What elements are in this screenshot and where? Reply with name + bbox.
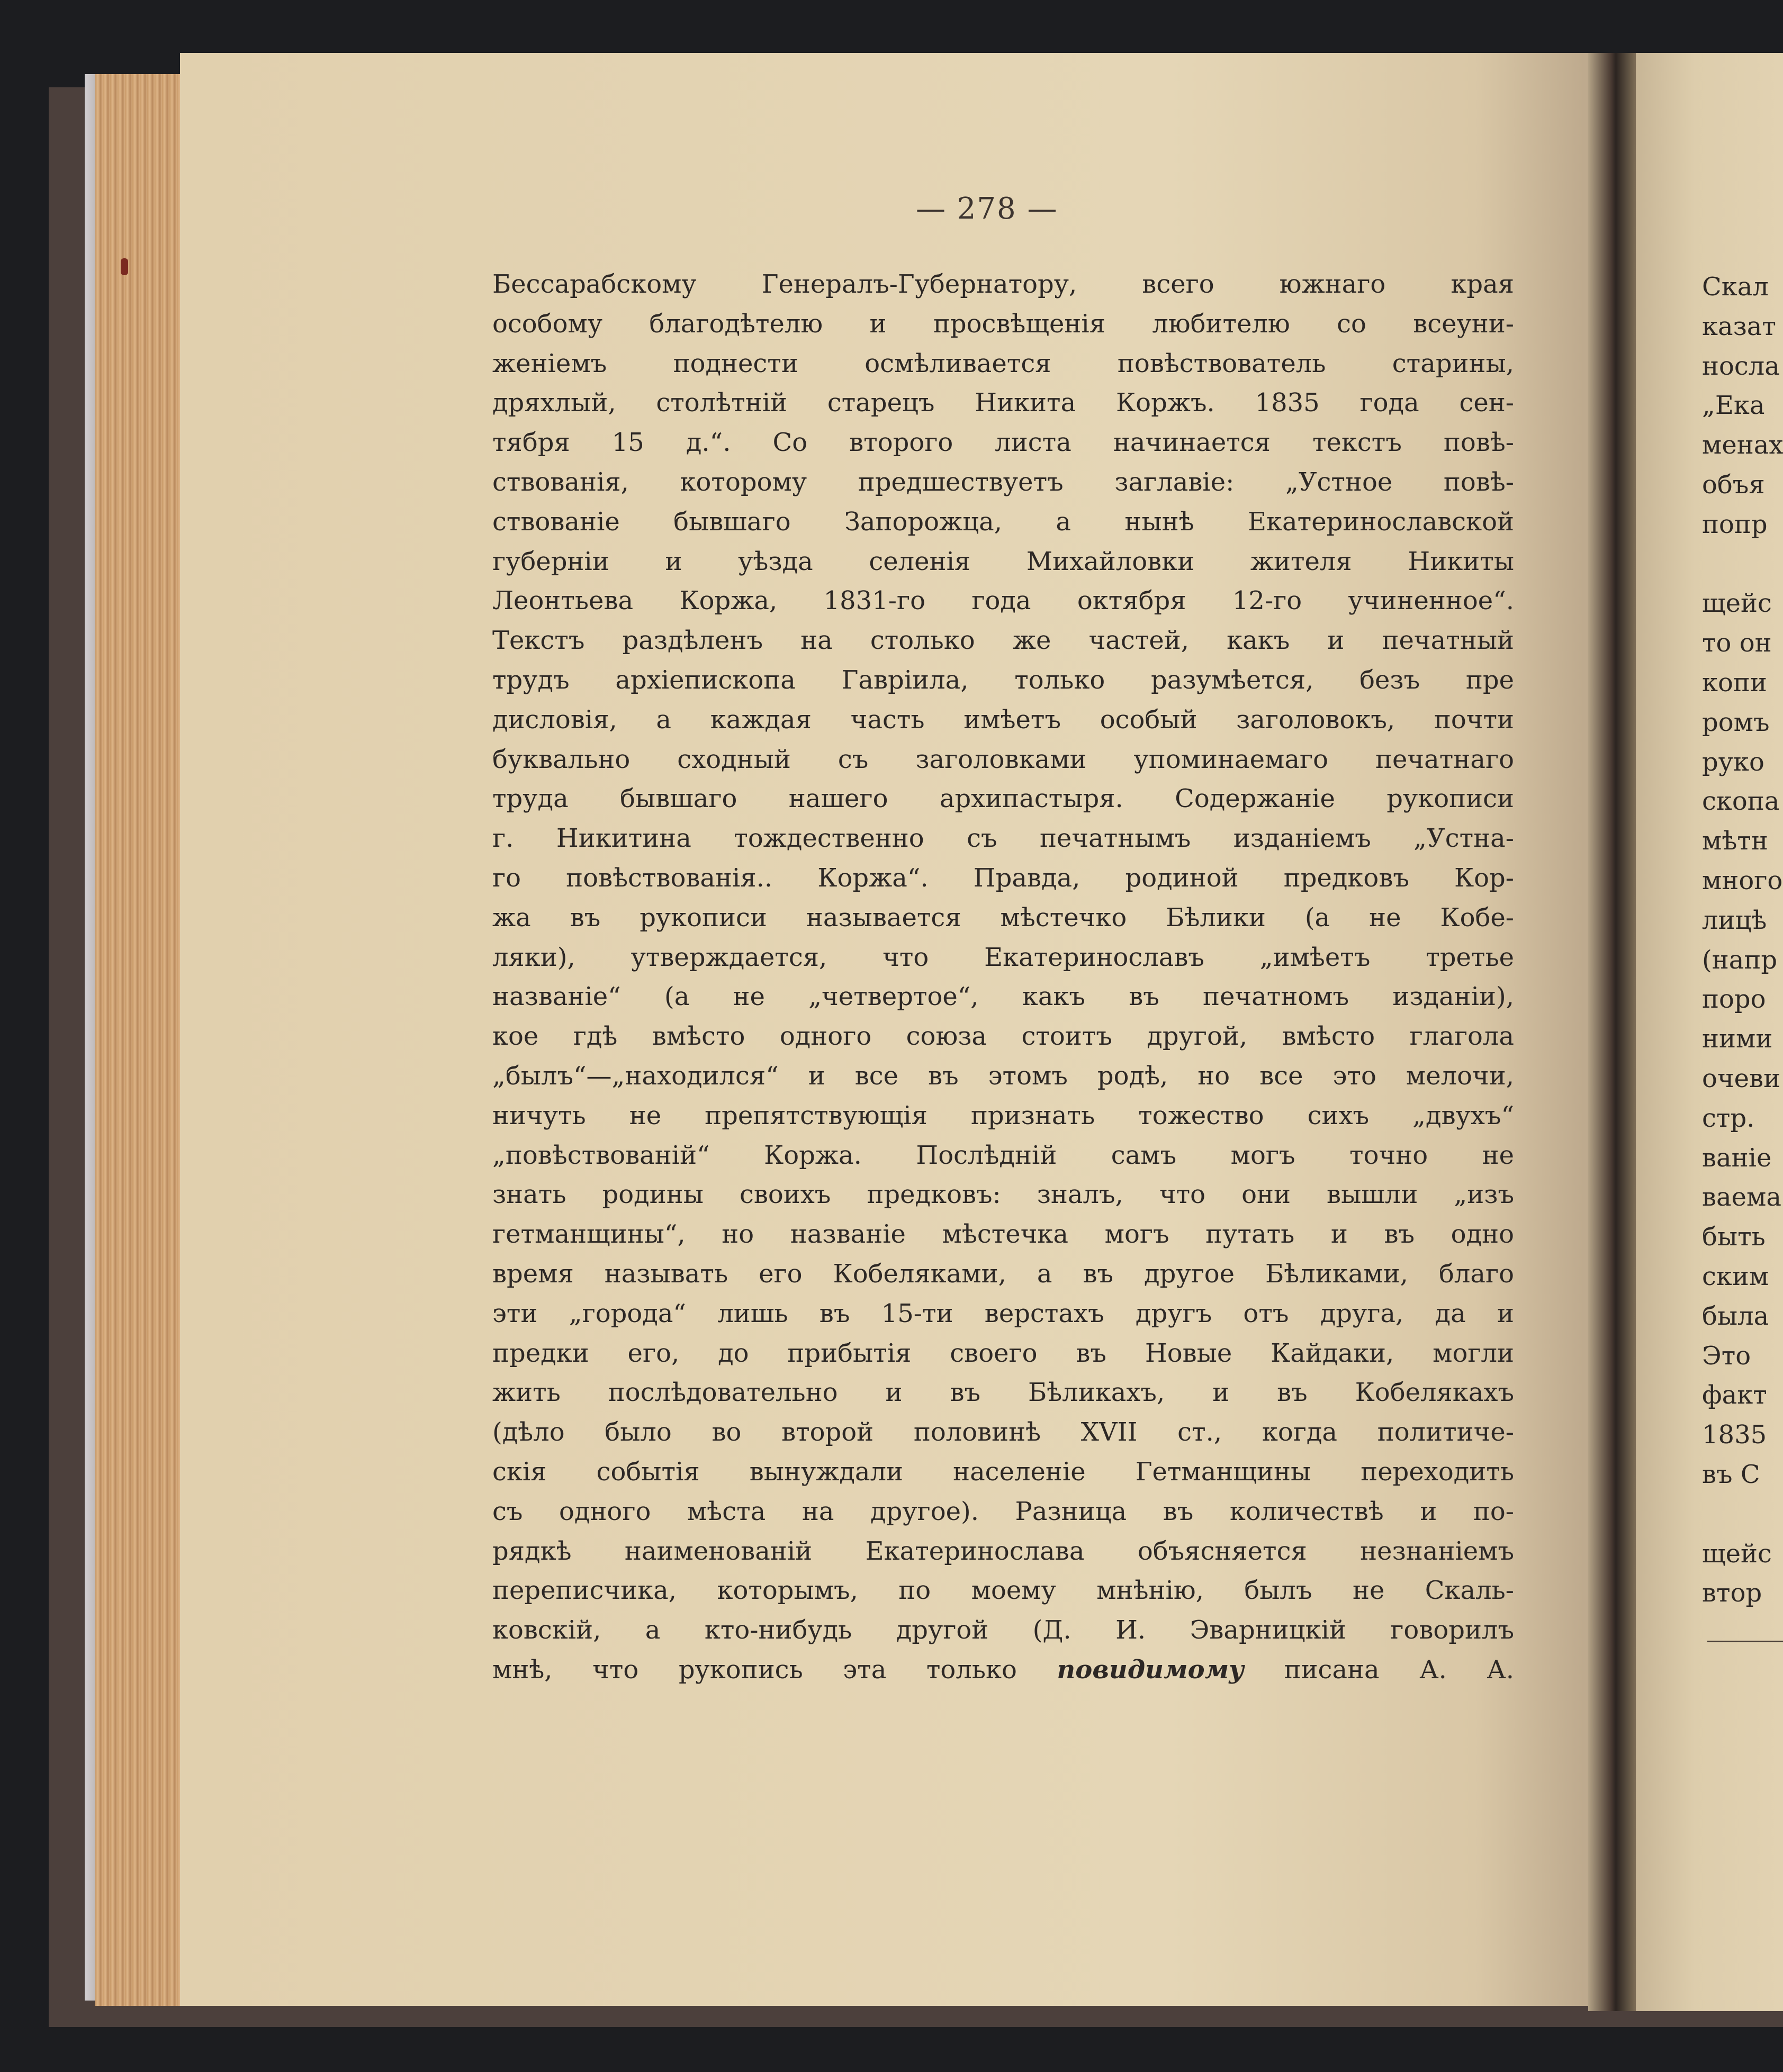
text-line: знать родины своихъ предковъ: зналъ, что они вышли „изъ: [492, 1180, 1514, 1210]
text-line: „былъ“—„находился“ и все въ этомъ родѣ, но все это мелочи,: [492, 1061, 1514, 1091]
left-page-text: [492, 265, 1514, 1690]
text-line: жить послѣдовательно и въ Бѣликахъ, и въ Кобелякахъ: [492, 1378, 1514, 1408]
book-gutter: [1588, 53, 1638, 2011]
right-text-fragment: мѣтн: [1702, 826, 1768, 856]
text-line: трудъ архіепископа Гавріила, только разумѣется, безъ пре: [492, 665, 1514, 695]
right-text-fragment: ними: [1702, 1024, 1773, 1054]
right-text-fragment: Это: [1702, 1341, 1751, 1371]
right-text-fragment: [1702, 1495, 1783, 1534]
emphasized-word: повидимому: [1057, 1654, 1245, 1685]
text-line: женіемъ поднести осмѣливается повѣствователь старины,: [492, 348, 1514, 378]
right-text-fragment: носла: [1702, 351, 1780, 381]
text-line: рядкѣ наименованій Екатеринослава объясняется незнаніемъ: [492, 1536, 1514, 1566]
text-line: губерніи и уѣзда селенія Михайловки жителя Никиты: [492, 546, 1514, 576]
right-text-fragment: ваема: [1702, 1182, 1781, 1213]
right-text-fragment: (напр: [1702, 945, 1778, 975]
right-text-fragment: ваніе: [1702, 1143, 1772, 1173]
right-text-fragment: [1702, 545, 1783, 584]
right-text-fragment: щейс: [1702, 1539, 1772, 1569]
right-text-fragment: казат: [1702, 311, 1776, 341]
text-line: ствованіе бывшаго Запорожца, а нынѣ Екатеринославской: [492, 506, 1514, 537]
right-text-fragment: много: [1702, 865, 1783, 895]
right-text-fragment: была: [1702, 1301, 1769, 1331]
right-text-fragment: щейс: [1702, 589, 1772, 619]
text-line: ствованія, которому предшествуетъ заглавіе: „Устное повѣ-: [492, 467, 1514, 497]
text-line: ничуть не препятствующія признать тожество сихъ „двухъ“: [492, 1100, 1514, 1130]
text-line: тября 15 д.“. Со второго листа начинается текстъ повѣ-: [492, 428, 1514, 458]
text-line-last: [492, 1650, 1514, 1690]
text-segment: мнѣ, что рукопись эта только: [492, 1654, 1057, 1685]
text-line: ковскій, а кто-нибудь другой (Д. И. Эварницкій говорилъ: [492, 1615, 1514, 1645]
text-line: Леонтьева Коржа, 1831-го года октября 12-го учиненное“.: [492, 586, 1514, 616]
text-line: особому благодѣтелю и просвѣщенія любителю со всеуни-: [492, 309, 1514, 339]
text-line: названіе“ (а не „четвертое“, какъ въ печатномъ изданіи),: [492, 982, 1514, 1012]
right-page-text: [1702, 267, 1783, 1613]
right-text-fragment: въ С: [1702, 1459, 1760, 1489]
text-line: (дѣло было во второй половинѣ XVII ст., когда политиче-: [492, 1417, 1514, 1447]
right-text-fragment: факт: [1702, 1380, 1767, 1410]
text-line: дисловія, а каждая часть имѣетъ особый заголовокъ, почти: [492, 704, 1514, 735]
text-line: Бессарабскому Генералъ-Губернатору, всего южнаго края: [492, 269, 1514, 299]
right-text-fragment: поро: [1702, 984, 1766, 1015]
text-line: ляки), утверждается, что Екатеринославъ „имѣетъ третье: [492, 942, 1514, 972]
right-text-fragment: стр.: [1702, 1103, 1755, 1133]
right-text-fragment: менах: [1702, 430, 1783, 460]
right-text-fragment: очеви: [1702, 1063, 1781, 1093]
text-line: го повѣствованія.. Коржа“. Правда, родиной предковъ Кор-: [492, 863, 1514, 893]
text-line: съ одного мѣста на другое). Разница въ количествѣ и по-: [492, 1496, 1514, 1526]
right-text-fragment: попр: [1702, 509, 1768, 539]
right-text-fragment: лицѣ: [1702, 905, 1767, 935]
text-line: г. Никитина тождественно съ печатнымъ изданіемъ „Устна-: [492, 824, 1514, 854]
page-edges: [95, 74, 185, 2006]
text-line: Текстъ раздѣленъ на столько же частей, какъ и печатный: [492, 626, 1514, 656]
right-text-fragment: объя: [1702, 469, 1765, 500]
right-text-fragment: скопа: [1702, 786, 1780, 817]
text-line: скія событія вынуждали населеніе Гетманщины переходить: [492, 1456, 1514, 1487]
text-line: время называть его Кобеляками, а въ другое Бѣликами, благо: [492, 1259, 1514, 1289]
text-line: переписчика, которымъ, по моему мнѣнію, былъ не Скаль-: [492, 1576, 1514, 1606]
text-line: труда бывшаго нашего архипастыря. Содержаніе рукописи: [492, 784, 1514, 814]
text-segment: писана А. А.: [1244, 1654, 1514, 1685]
text-line: „повѣствованій“ Коржа. Послѣдній самъ могъ точно не: [492, 1140, 1514, 1170]
text-line: буквально сходный съ заголовками упоминаемаго печатнаго: [492, 744, 1514, 774]
right-text-fragment: копи: [1702, 667, 1767, 698]
text-line: предки его, до прибытія своего въ Новые Кайдаки, могли: [492, 1338, 1514, 1368]
page-number: — 278 —: [916, 192, 1058, 226]
ink-mark: [121, 258, 128, 275]
right-text-fragment: ромъ: [1702, 707, 1770, 737]
text-line: кое гдѣ вмѣсто одного союза стоитъ другой, вмѣсто глагола: [492, 1021, 1514, 1052]
text-line: гетманщины“, но названіе мѣстечка могъ путать и въ одно: [492, 1219, 1514, 1250]
right-text-fragment: Скал: [1702, 272, 1769, 302]
text-line: эти „города“ лишь въ 15-ти верстахъ другъ отъ друга, да и: [492, 1298, 1514, 1328]
right-text-fragment: втор: [1702, 1578, 1762, 1608]
right-text-fragment: то он: [1702, 628, 1772, 658]
text-line: жа въ рукописи называется мѣстечко Бѣлики (а не Кобе-: [492, 902, 1514, 933]
footnote-rule: [1707, 1641, 1783, 1642]
text-line: дряхлый, столѣтній старецъ Никита Коржъ. 1835 года сен-: [492, 388, 1514, 418]
right-text-fragment: 1835: [1702, 1420, 1767, 1450]
right-text-fragment: ским: [1702, 1261, 1769, 1291]
right-text-fragment: руко: [1702, 747, 1764, 777]
right-text-fragment: „Ека: [1702, 391, 1765, 421]
right-text-fragment: быть: [1702, 1222, 1766, 1252]
